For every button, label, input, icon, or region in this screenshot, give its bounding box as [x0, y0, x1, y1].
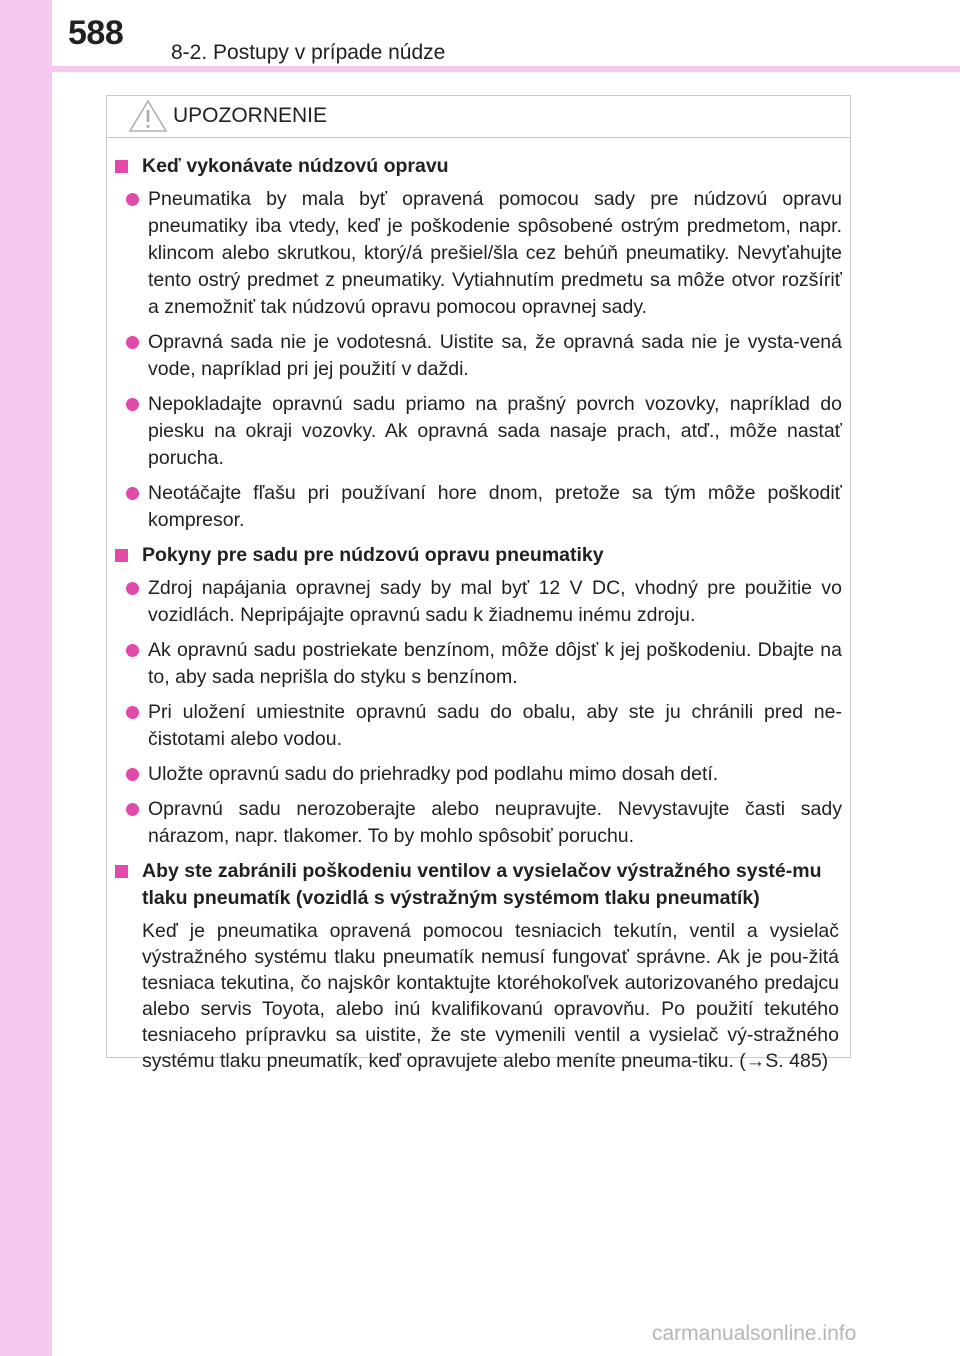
- list-item: [123, 329, 852, 383]
- list-item: [123, 575, 852, 629]
- list-item-text: Opravnú sadu nerozoberajte alebo neupravujte. Nevystavujte časti sady nárazom, napr. tlakomer. To by mohlo spôsobiť poruchu.: [148, 798, 842, 847]
- page-number: 588: [68, 14, 124, 52]
- round-bullet-icon: [126, 768, 139, 781]
- list-item-text: Zdroj napájania opravnej sady by mal byť 12 V DC, vhodný pre použitie vo vozidlách. Nepripájajte opravnú sadu k žiadnemu inému zdroju.: [148, 577, 842, 626]
- left-color-band: [0, 0, 52, 1356]
- round-bullet-icon: [126, 193, 139, 206]
- list-item: [123, 761, 852, 788]
- list-item: [123, 637, 852, 691]
- list-item: [123, 186, 852, 321]
- round-bullet-icon: [126, 336, 139, 349]
- round-bullet-icon: [126, 706, 139, 719]
- watermark: carmanualsonline.info: [652, 1322, 857, 1345]
- square-bullet-icon: [115, 549, 128, 562]
- list-item-text: Nepokladajte opravnú sadu priamo na prašný povrch vozovky, napríklad do piesku na okraji vozovky. Ak opravná sada nasaje prach, atď., môže nastať porucha.: [148, 393, 842, 469]
- list-item-text: Opravná sada nie je vodotesná. Uistite sa, že opravná sada nie je vysta-vená vode, napríklad pri jej použití v daždi.: [148, 331, 842, 380]
- round-bullet-icon: [126, 644, 139, 657]
- list-item: [123, 699, 852, 753]
- round-bullet-icon: [126, 582, 139, 595]
- list-item-text: Neotáčajte fľašu pri používaní hore dnom, pretože sa tým môže poškodiť kompresor.: [148, 482, 842, 531]
- warning-header: [107, 96, 850, 138]
- round-bullet-icon: [126, 803, 139, 816]
- list-item-text: Ak opravnú sadu postriekate benzínom, môže dôjsť k jej poškodeniu. Dbajte na to, aby sada neprišla do styku s benzínom.: [148, 639, 842, 688]
- list-item-text: Pri uložení umiestnite opravnú sadu do obalu, aby ste ju chránili pred ne-čistotami alebo vodou.: [148, 701, 842, 750]
- warning-content: [107, 153, 852, 1074]
- list-item-text: Uložte opravnú sadu do priehradky pod podlahu mimo dosah detí.: [148, 763, 719, 785]
- section-heading: [115, 542, 852, 569]
- section-heading: [115, 858, 852, 912]
- header-rule: [52, 66, 960, 72]
- section-paragraph: Keď je pneumatika opravená pomocou tesniacich tekutín, ventil a vysielač výstražného systému tlaku pneumatík nemusí fungovať správne. Ak je pou-žitá tesniaca tekutina, čo najskôr kontaktujte ktoréhokoľvek autorizovaného predajcu alebo servis Toyota, alebo inú kvalifikovanú opravovňu. Po použití tekutého tesniaceho prípravku sa uistite, že ste vymenili ventil a vysielač vý-stražného systému tlaku pneumatík, keď opravujete alebo meníte pneuma-tiku. (→S. 485): [142, 920, 839, 1072]
- warning-label: UPOZORNENIE: [173, 104, 328, 127]
- list-item: [123, 796, 852, 850]
- section-heading-text: Keď vykonávate núdzovú opravu: [142, 155, 449, 177]
- section-title: 8-2. Postupy v prípade núdze: [171, 41, 446, 64]
- warning-triangle-icon: [128, 99, 168, 133]
- section-heading: [115, 153, 852, 180]
- square-bullet-icon: [115, 160, 128, 173]
- section-heading-text: Pokyny pre sadu pre núdzovú opravu pneumatiky: [142, 544, 604, 566]
- list-item: [123, 480, 852, 534]
- list-item: [123, 391, 852, 472]
- square-bullet-icon: [115, 865, 128, 878]
- round-bullet-icon: [126, 398, 139, 411]
- round-bullet-icon: [126, 487, 139, 500]
- warning-box: [106, 95, 851, 1072]
- list-item-text: Pneumatika by mala byť opravená pomocou sady pre núdzovú opravu pneumatiky iba vtedy, keď je poškodenie spôsobené ostrým predmetom, napr. klincom alebo skrutkou, ktorý/á prešiel/šla cez behúň pneumatiky. Nevyťahujte tento ostrý predmet z pneumatiky. Vytiahnutím predmetu sa môže otvor rozšíriť a znemožniť tak núdzovú opravu pomocou opravnej sady.: [148, 188, 842, 318]
- section-heading-text: Aby ste zabránili poškodeniu ventilov a vysielačov výstražného systé-mu tlaku pneumatík (vozidlá s výstražným systémom tlaku pneumatík): [142, 860, 822, 909]
